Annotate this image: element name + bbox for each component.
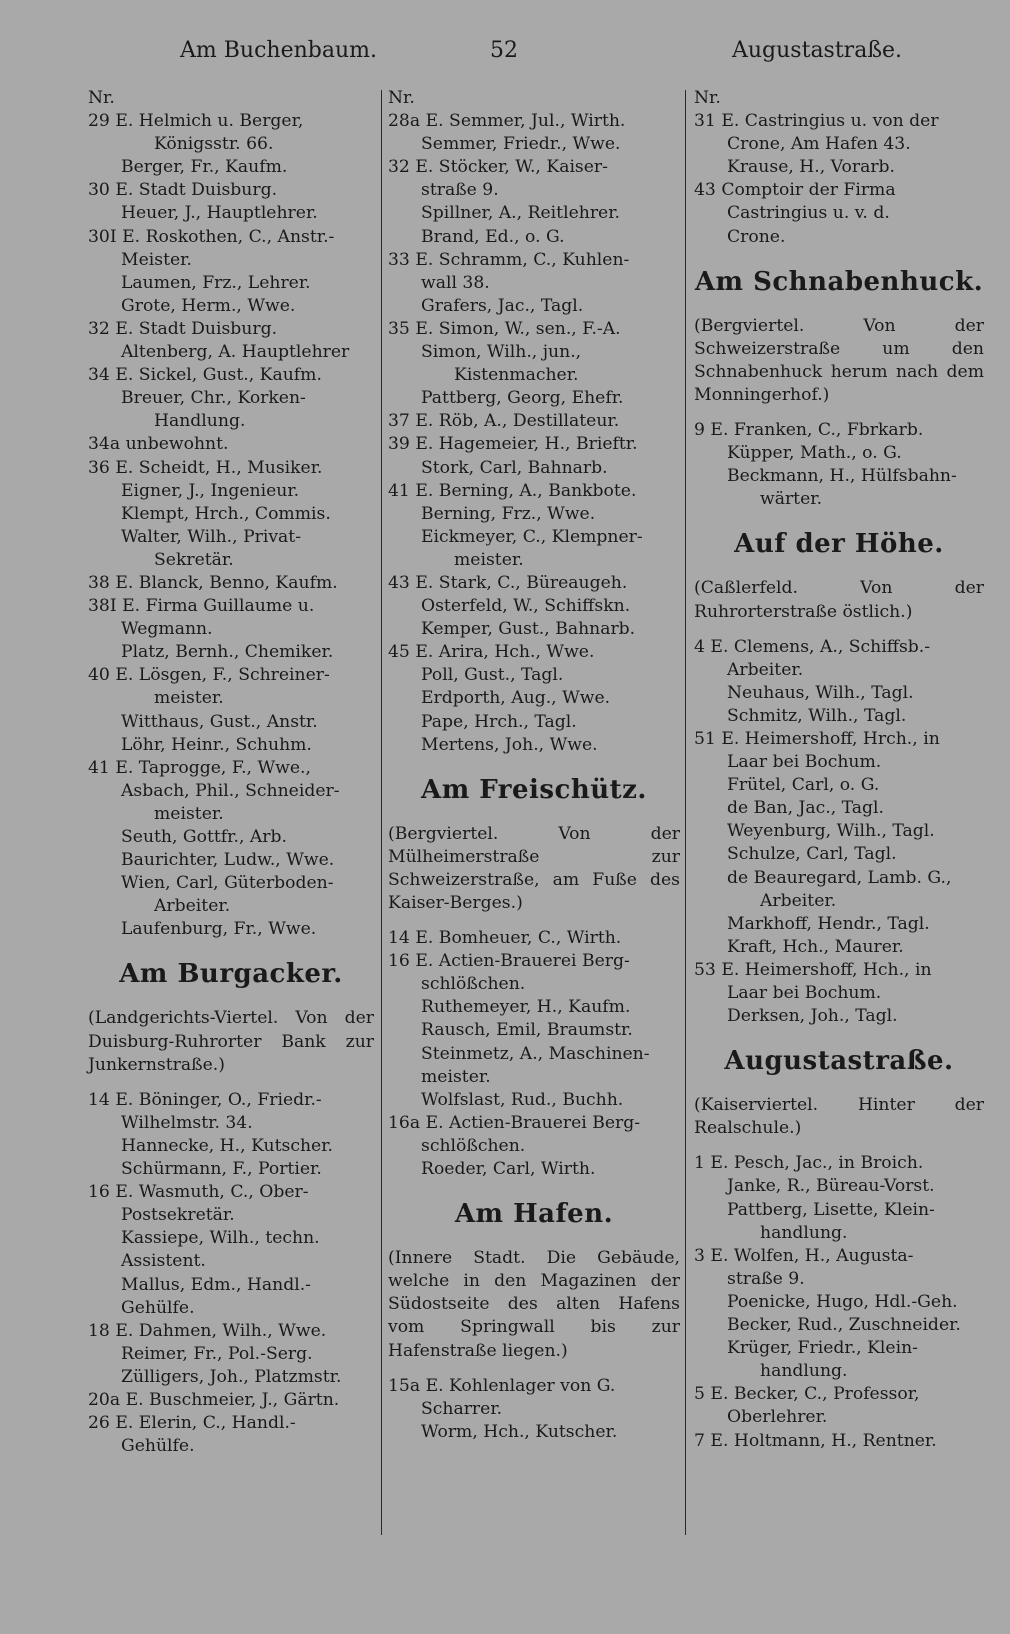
entry-line: Asbach, Phil., Schneider- xyxy=(121,780,340,801)
entry-line: Poenicke, Hugo, Hdl.-Geh. xyxy=(727,1291,958,1312)
entry-line: Kassiepe, Wilh., techn. xyxy=(121,1228,320,1249)
entry-line: Sekretär. xyxy=(154,549,234,570)
entry-line: 32 E. Stöcker, W., Kaiser- xyxy=(388,157,608,178)
entry-line: Erdporth, Aug., Wwe. xyxy=(421,688,611,709)
header-right: Augustastraße. xyxy=(732,38,903,63)
entry-line: 26 E. Elerin, C., Handl.- xyxy=(88,1413,296,1434)
entry-line: Mertens, Joh., Wwe. xyxy=(421,734,598,755)
entry-line: Schürmann, F., Portier. xyxy=(121,1159,322,1180)
header-left: Am Buchenbaum. xyxy=(180,38,377,63)
entry-line: 45 E. Arira, Hch., Wwe. xyxy=(388,642,595,663)
entry-line: meister. xyxy=(454,549,524,570)
entry-line: Reimer, Fr., Pol.-Serg. xyxy=(121,1343,313,1364)
entry-line: 41 E. Taprogge, F., Wwe., xyxy=(88,757,311,778)
entry-line: Breuer, Chr., Korken- xyxy=(121,388,306,409)
entry-line: Handlung. xyxy=(154,411,246,432)
entry-line: Eickmeyer, C., Klempner- xyxy=(421,526,643,547)
entry-line: wärter. xyxy=(760,489,823,510)
entry-line: Arbeiter. xyxy=(154,896,231,917)
entry-line: Neuhaus, Wilh., Tagl. xyxy=(727,682,914,703)
section-heading: Auf der Höhe. xyxy=(734,529,944,560)
entry-line: Beckmann, H., Hülfsbahn- xyxy=(727,466,957,487)
entry-line: Witthaus, Gust., Anstr. xyxy=(121,711,318,732)
entry-line: Crone, Am Hafen 43. xyxy=(727,134,911,155)
entry-line: Nr. xyxy=(388,88,415,108)
section-heading: Am Freischütz. xyxy=(421,774,647,805)
entries-am-burgacker xyxy=(88,1089,374,1459)
entry-line: Mallus, Edm., Handl.- xyxy=(121,1274,311,1295)
entry-line: 15a E. Kohlenlager von G. xyxy=(388,1375,616,1396)
column-divider xyxy=(685,90,686,1535)
entry-line: Semmer, Friedr., Wwe. xyxy=(421,134,621,155)
entry-line: Osterfeld, W., Schiffskn. xyxy=(421,596,631,617)
entry-line: Wilhelmstr. 34. xyxy=(121,1112,253,1133)
entry-line: Roeder, Carl, Wirth. xyxy=(421,1159,596,1180)
entry-line: 32 E. Stadt Duisburg. xyxy=(88,318,278,339)
entry-line: Kraft, Hch., Maurer. xyxy=(727,936,904,957)
entry-line: 28a E. Semmer, Jul., Wirth. xyxy=(388,111,626,132)
entry-line: Pattberg, Lisette, Klein- xyxy=(727,1199,935,1220)
section-description: (Caßlerfeld. Von der Ruhrorterstraße östlich.) xyxy=(694,578,984,622)
entry-line: Platz, Bernh., Chemiker. xyxy=(121,642,334,663)
entry-line: Frütel, Carl, o. G. xyxy=(727,775,880,796)
entry-line: 18 E. Dahmen, Wilh., Wwe. xyxy=(88,1320,327,1341)
entry-line: Schulze, Carl, Tagl. xyxy=(727,844,897,865)
entry-line: 43 Comptoir der Firma xyxy=(694,180,896,201)
entry-line: handlung. xyxy=(760,1222,848,1243)
section-description: (Kaiserviertel. Hinter der Realschule.) xyxy=(694,1095,984,1139)
entry-line: Markhoff, Hendr., Tagl. xyxy=(727,913,930,934)
section-description: (Innere Stadt. Die Gebäude, welche in den Magazinen der Südostseite des alten Hafens vom Springwall bis zur Hafenstraße liegen.) xyxy=(388,1248,680,1361)
entry-line: Wolfslast, Rud., Buchh. xyxy=(421,1089,624,1110)
entry-line: 36 E. Scheidt, H., Musiker. xyxy=(88,457,323,478)
entry-line: 39 E. Hagemeier, H., Brieftr. xyxy=(388,434,638,455)
entry-line: 20a E. Buschmeier, J., Gärtn. xyxy=(88,1389,340,1410)
entries-am-buchenbaum-cont xyxy=(388,87,680,757)
entry-line: Meister. xyxy=(121,249,192,270)
entry-line: 51 E. Heimershoff, Hrch., in xyxy=(694,728,940,749)
entry-line: Janke, R., Büreau-Vorst. xyxy=(727,1176,935,1197)
entry-line: Castringius u. v. d. xyxy=(727,203,890,224)
entry-line: Klempt, Hrch., Commis. xyxy=(121,503,331,524)
entry-line: 35 E. Simon, W., sen., F.-A. xyxy=(388,318,621,339)
section-description: (Landgerichts-Viertel. Von der Duisburg-Ruhrorter Bank zur Junkernstraße.) xyxy=(88,1008,374,1075)
entry-line: Grafers, Jac., Tagl. xyxy=(421,295,584,316)
entry-line: 5 E. Becker, C., Professor, xyxy=(694,1384,920,1405)
entry-line: 16 E. Wasmuth, C., Ober- xyxy=(88,1182,309,1203)
entry-line: Gehülfe. xyxy=(121,1436,195,1457)
entry-line: 33 E. Schramm, C., Kuhlen- xyxy=(388,249,630,270)
entry-line: Berger, Fr., Kaufm. xyxy=(121,157,288,178)
entry-line: 14 E. Böninger, O., Friedr.- xyxy=(88,1089,322,1110)
entry-line: Poll, Gust., Tagl. xyxy=(421,665,564,686)
entry-line: 9 E. Franken, C., Fbrkarb. xyxy=(694,420,924,441)
entry-line: Königsstr. 66. xyxy=(154,134,274,155)
entry-line: 31 E. Castringius u. von der xyxy=(694,111,939,132)
entry-line: Postsekretär. xyxy=(121,1205,235,1226)
entry-line: Steinmetz, A., Maschinen- xyxy=(421,1043,650,1064)
entry-line: Weyenburg, Wilh., Tagl. xyxy=(727,821,935,842)
entry-line: Eigner, J., Ingenieur. xyxy=(121,480,300,501)
entry-line: Derksen, Joh., Tagl. xyxy=(727,1006,898,1027)
entry-line: schlößchen. xyxy=(421,974,526,995)
entry-line: meister. xyxy=(154,688,224,709)
entries-am-hafen xyxy=(388,1375,680,1444)
section-heading: Am Burgacker. xyxy=(119,959,343,990)
entry-line: 34 E. Sickel, Gust., Kaufm. xyxy=(88,365,322,386)
entry-line: Walter, Wilh., Privat- xyxy=(121,526,302,547)
entry-line: Wien, Carl, Güterboden- xyxy=(121,873,334,894)
entry-line: Laufenburg, Fr., Wwe. xyxy=(121,919,317,940)
entry-line: Hannecke, H., Kutscher. xyxy=(121,1135,333,1156)
section-heading: Augustastraße. xyxy=(724,1046,954,1077)
entry-line: Pape, Hrch., Tagl. xyxy=(421,711,577,732)
entry-line: 14 E. Bomheuer, C., Wirth. xyxy=(388,928,622,949)
entry-line: Laar bei Bochum. xyxy=(727,752,882,773)
column-1 xyxy=(88,87,374,1458)
entry-line: Gehülfe. xyxy=(121,1297,195,1318)
entry-line: handlung. xyxy=(760,1361,848,1382)
entries-am-schnabenhuck xyxy=(694,419,984,511)
entry-line: 1 E. Pesch, Jac., in Broich. xyxy=(694,1153,924,1174)
entry-line: straße 9. xyxy=(421,180,499,201)
entries-augustastrasse-top xyxy=(694,87,984,249)
entries-am-freischuetz xyxy=(388,927,680,1181)
entry-line: Stork, Carl, Bahnarb. xyxy=(421,457,608,478)
entry-line: Löhr, Heinr., Schuhm. xyxy=(121,734,312,755)
entry-line: Arbeiter. xyxy=(727,659,804,680)
entry-line: 30 E. Stadt Duisburg. xyxy=(88,180,278,201)
entries-am-buchenbaum xyxy=(88,87,374,941)
entry-line: 53 E. Heimershoff, Hch., in xyxy=(694,959,932,980)
entry-line: meister. xyxy=(154,803,224,824)
entry-line: wall 38. xyxy=(421,272,490,293)
entry-line: 3 E. Wolfen, H., Augusta- xyxy=(694,1245,914,1266)
entry-line: Nr. xyxy=(88,88,115,108)
column-divider xyxy=(381,90,382,1535)
entry-line: straße 9. xyxy=(727,1268,805,1289)
entry-line: Zülligers, Joh., Platzmstr. xyxy=(121,1366,342,1387)
page-number: 52 xyxy=(490,38,518,63)
entry-line: 41 E. Berning, A., Bankbote. xyxy=(388,480,637,501)
entry-line: 38 E. Blanck, Benno, Kaufm. xyxy=(88,572,338,593)
entry-line: Assistent. xyxy=(121,1251,206,1272)
entry-line: de Ban, Jac., Tagl. xyxy=(727,798,885,819)
entries-auf-der-hoehe xyxy=(694,636,984,1029)
entry-line: schlößchen. xyxy=(421,1135,526,1156)
entry-line: Grote, Herm., Wwe. xyxy=(121,295,296,316)
entry-line: Ruthemeyer, H., Kaufm. xyxy=(421,997,631,1018)
entry-line: Krüger, Friedr., Klein- xyxy=(727,1338,918,1359)
entry-line: Schmitz, Wilh., Tagl. xyxy=(727,705,907,726)
entry-line: 43 E. Stark, C., Büreaugeh. xyxy=(388,572,628,593)
entry-line: Wegmann. xyxy=(121,619,213,640)
entries-augustastrasse xyxy=(694,1152,984,1452)
entry-line: Crone. xyxy=(727,226,786,247)
entry-line: 7 E. Holtmann, H., Rentner. xyxy=(694,1430,937,1451)
entry-line: 34a unbewohnt. xyxy=(88,434,229,455)
entry-line: Baurichter, Ludw., Wwe. xyxy=(121,850,335,871)
entry-line: Spillner, A., Reitlehrer. xyxy=(421,203,620,224)
entry-line: Worm, Hch., Kutscher. xyxy=(421,1421,618,1442)
entry-line: Oberlehrer. xyxy=(727,1407,828,1428)
entry-line: 30I E. Roskothen, C., Anstr.- xyxy=(88,226,335,247)
entry-line: Brand, Ed., o. G. xyxy=(421,226,565,247)
entry-line: 40 E. Lösgen, F., Schreiner- xyxy=(88,665,330,686)
entry-line: Pattberg, Georg, Ehefr. xyxy=(421,388,624,409)
entry-line: Krause, H., Vorarb. xyxy=(727,157,895,178)
section-heading: Am Hafen. xyxy=(454,1199,614,1230)
entry-line: Kistenmacher. xyxy=(454,365,579,386)
entry-line: Becker, Rud., Zuschneider. xyxy=(727,1315,961,1336)
entry-line: Küpper, Math., o. G. xyxy=(727,443,902,464)
entry-line: Laumen, Frz., Lehrer. xyxy=(121,272,311,293)
section-description: (Bergviertel. Von der Schweizerstraße um den Schnabenhuck herum nach dem Monningerhof.) xyxy=(694,315,984,405)
entry-line: de Beauregard, Lamb. G., xyxy=(727,867,952,888)
entry-line: Laar bei Bochum. xyxy=(727,983,882,1003)
entry-line: 16a E. Actien-Brauerei Berg- xyxy=(388,1112,641,1133)
entry-line: 16 E. Actien-Brauerei Berg- xyxy=(388,951,630,972)
entry-line: 38I E. Firma Guillaume u. xyxy=(88,596,315,617)
entry-line: Kemper, Gust., Bahnarb. xyxy=(421,619,636,640)
entry-line: Seuth, Gottfr., Arb. xyxy=(121,827,287,847)
column-3 xyxy=(694,87,984,1453)
entry-line: 37 E. Röb, A., Destillateur. xyxy=(388,411,620,432)
entry-line: Nr. xyxy=(694,88,721,108)
entry-line: Altenberg, A. Hauptlehrer xyxy=(121,342,350,363)
column-2 xyxy=(388,87,680,1444)
entry-line: Simon, Wilh., jun., xyxy=(421,342,582,363)
entry-line: Heuer, J., Hauptlehrer. xyxy=(121,203,318,224)
entry-line: Berning, Frz., Wwe. xyxy=(421,503,596,524)
section-heading: Am Schnabenhuck. xyxy=(694,266,984,297)
entry-line: meister. xyxy=(421,1066,491,1087)
section-description: (Bergviertel. Von der Mülheimerstraße zur Schweizerstraße, am Fuße des Kaiser-Berges.) xyxy=(388,823,680,913)
entry-line: Rausch, Emil, Braumstr. xyxy=(421,1020,633,1041)
entry-line: Arbeiter. xyxy=(760,890,837,911)
entry-line: 4 E. Clemens, A., Schiffsb.- xyxy=(694,636,931,657)
entry-line: 29 E. Helmich u. Berger, xyxy=(88,111,304,132)
entry-line: Scharrer. xyxy=(421,1398,503,1419)
